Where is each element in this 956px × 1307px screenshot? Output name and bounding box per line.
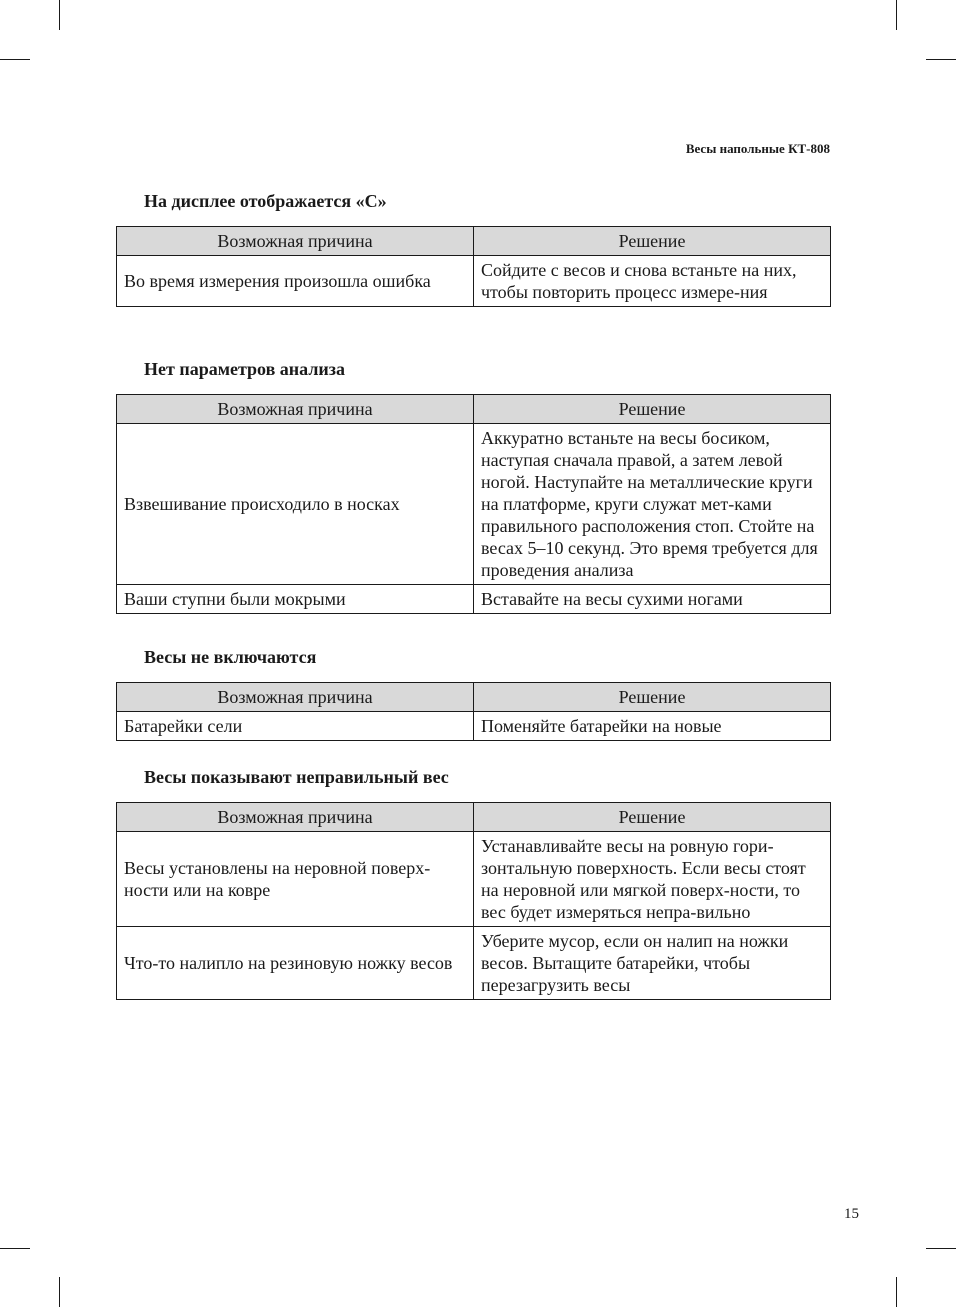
troubleshooting-table <box>116 682 831 741</box>
table-row <box>117 424 831 585</box>
section-title: На дисплее отображается «С» <box>144 191 387 211</box>
table-header-row <box>117 683 831 712</box>
column-header-cause: Возможная причина <box>117 803 474 832</box>
column-header-cause: Возможная причина <box>117 683 474 712</box>
solution-cell: Устанавливайте весы на ровную гори-зонтальную поверхность. Если весы стоят на неровной или мягкой поверх-ности, то вес будет измеряться непра-вильно <box>474 832 831 927</box>
crop-mark <box>59 0 60 30</box>
crop-mark <box>0 1248 30 1249</box>
table-row <box>117 832 831 927</box>
section-title: Весы показывают неправильный вес <box>144 767 449 787</box>
section-display-c <box>116 190 830 307</box>
section-not-turning-on <box>116 646 830 741</box>
cause-cell: Батарейки сели <box>117 712 474 741</box>
solution-cell: Сойдите с весов и снова встаньте на них, чтобы повторить процесс измере-ния <box>474 256 831 307</box>
table-row <box>117 585 831 614</box>
crop-mark <box>59 1277 60 1307</box>
table-header-row <box>117 395 831 424</box>
table-row <box>117 927 831 1000</box>
column-header-solution: Решение <box>474 683 831 712</box>
cause-cell: Что-то налипло на резиновую ножку весов <box>117 927 474 1000</box>
solution-cell: Поменяйте батарейки на новые <box>474 712 831 741</box>
troubleshooting-table <box>116 226 831 307</box>
troubleshooting-table <box>116 394 831 614</box>
column-header-solution: Решение <box>474 395 831 424</box>
section-title: Весы не включаются <box>144 647 317 667</box>
table-header-row <box>117 227 831 256</box>
column-header-solution: Решение <box>474 227 831 256</box>
cause-cell: Весы установлены на неровной поверх-ности или на ковре <box>117 832 474 927</box>
crop-mark <box>896 1277 897 1307</box>
column-header-cause: Возможная причина <box>117 395 474 424</box>
cause-cell: Взвешивание происходило в носках <box>117 424 474 585</box>
section-title: Нет параметров анализа <box>144 359 346 379</box>
cause-cell: Ваши ступни были мокрыми <box>117 585 474 614</box>
table-header-row <box>117 803 831 832</box>
cause-cell: Во время измерения произошла ошибка <box>117 256 474 307</box>
table-row <box>117 256 831 307</box>
column-header-solution: Решение <box>474 803 831 832</box>
crop-mark <box>896 0 897 30</box>
section-wrong-weight <box>116 766 830 1000</box>
crop-mark <box>926 1248 956 1249</box>
crop-mark <box>0 59 30 60</box>
troubleshooting-table <box>116 802 831 1000</box>
section-no-analysis <box>116 358 830 614</box>
column-header-cause: Возможная причина <box>117 227 474 256</box>
solution-cell: Вставайте на весы сухими ногами <box>474 585 831 614</box>
solution-cell: Уберите мусор, если он налип на ножки весов. Вытащите батарейки, чтобы перезагрузить весы <box>474 927 831 1000</box>
table-row <box>117 712 831 741</box>
page-number: 15 <box>844 1206 859 1222</box>
running-header: Весы напольные КТ-808 <box>685 141 830 156</box>
crop-mark <box>926 59 956 60</box>
solution-cell: Аккуратно встаньте на весы босиком, наступая сначала правой, а затем левой ногой. Наступайте на металлические круги на платформе, круги служат мет-ками правильного расположения стоп. Стойте на весах 5–10 секунд. Это время требуется для проведения анализа <box>474 424 831 585</box>
